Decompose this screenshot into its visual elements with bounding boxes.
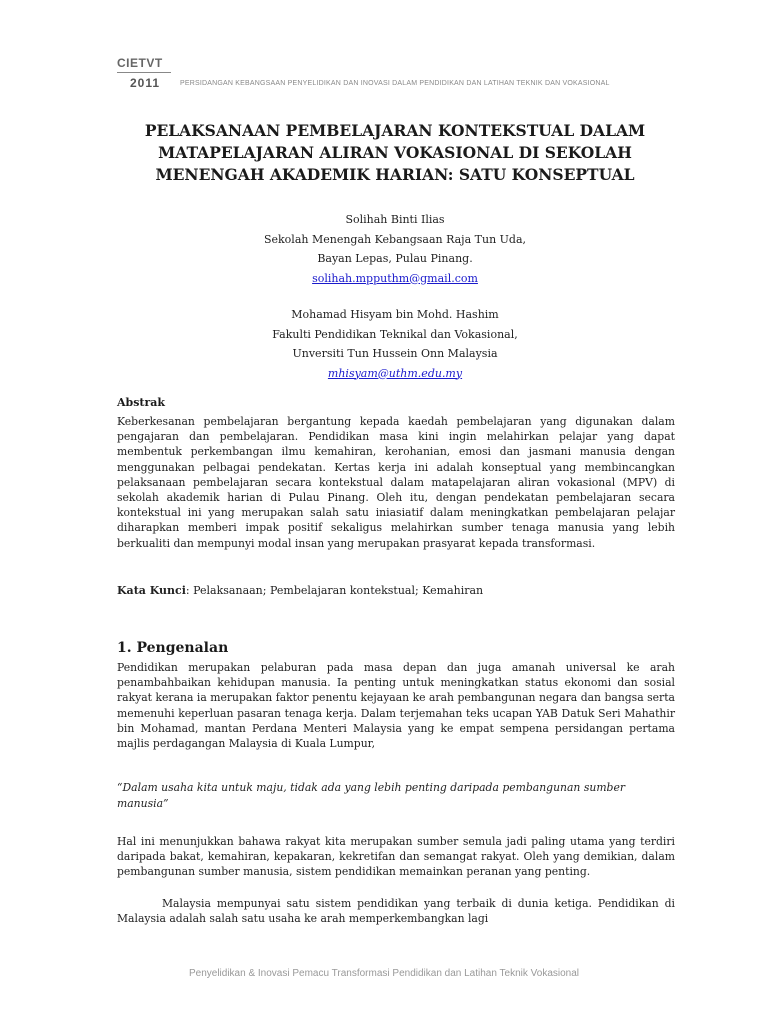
- keywords: [117, 583, 675, 598]
- header-conference-name: PERSIDANGAN KEBANGSAAN PENYELIDIKAN DAN INOVASI DALAM PENDIDIKAN DAN LATIHAN TEKNIK DAN VOKASIONAL: [180, 80, 610, 87]
- intro-paragraph-2: Hal ini menunjukkan bahawa rakyat kita merupakan sumber semula jadi paling utama yang terdiri daripada bakat, kemahiran, kepakaran, kekretifan dan semangat rakyat. Oleh yang demikian, dalam pembangunan sumber manusia, sistem pendidikan memainkan peranan yang penting.: [117, 835, 675, 879]
- author1-name: Solihah Binti Ilias: [345, 213, 445, 226]
- author1-location: Bayan Lepas, Pulau Pinang.: [317, 252, 473, 265]
- header-divider: [117, 72, 171, 73]
- author1-affiliation: Sekolah Menengah Kebangsaan Raja Tun Uda,: [263, 232, 527, 246]
- author2-university: Unversiti Tun Hussein Onn Malaysia: [292, 347, 498, 360]
- title-line: PELAKSANAAN PEMBELAJARAN KONTEKSTUAL DALAM: [144, 121, 646, 140]
- author2-email-link[interactable]: mhisyam@uthm.edu.my: [327, 366, 463, 380]
- keywords-text: : Pelaksanaan; Pembelajaran kontekstual; Kemahiran: [185, 584, 484, 597]
- header-abbreviation: CIETVT: [117, 56, 163, 70]
- author2-affiliation: Fakulti Pendidikan Teknikal dan Vokasional,: [272, 327, 518, 341]
- paper-title: [100, 120, 690, 186]
- abstract-heading: Abstrak: [117, 396, 166, 409]
- title-line: MENENGAH AKADEMIK HARIAN: SATU KONSEPTUAL: [155, 165, 635, 184]
- keywords-label: Kata Kunci: [117, 584, 186, 597]
- author2-name: Mohamad Hisyam bin Mohd. Hashim: [291, 308, 499, 321]
- intro-paragraph-3: Malaysia mempunyai satu sistem pendidikan yang terbaik di dunia ketiga. Pendidikan di Malaysia adalah salah satu usaha ke arah memperkembangkan lagi: [117, 897, 675, 926]
- quote: “Dalam usaha kita untuk maju, tidak ada yang lebih penting daripada pembangunan sumber manusia”: [117, 781, 626, 810]
- author1-email-link[interactable]: solihah.mpputhm@gmail.com: [312, 271, 478, 285]
- intro-paragraph-1: Pendidikan merupakan pelaburan pada masa depan dan juga amanah universal ke arah penambahbaikan kehidupan manusia. Ia penting untuk meningkatkan status ekonomi dan sosial rakyat kerana ia merupakan faktor penentu kejayaan ke arah pembangunan negara dan bangsa serta memenuhi keperluan pasaran tenaga kerja. Dalam terjemahan teks ucapan YAB Datuk Seri Mahathir bin Mohamad, mantan Perdana Menteri Malaysia yang ke empat sempena persidangan pertama majlis perdagangan Malaysia di Kuala Lumpur,: [117, 661, 675, 751]
- abstract-text: Keberkesanan pembelajaran bergantung kepada kaedah pembelajaran yang digunakan dalam pengajaran dan pembelajaran. Pendidikan masa kini ingin melahirkan pelajar yang dapat membentuk perkembangan ilmu kemahiran, kerohanian, emosi dan jasmani manusia dengan menggunakan pelbagai pendekatan. Kertas kerja ini adalah konseptual yang membincangkan pelaksanaan pembelajaran secara kontekstual dalam matapelajaran aliran vokasional (MPV) di sekolah akademik harian di Pulau Pinang. Oleh itu, dengan pendekatan pembelajaran secara kontekstual ini yang merupakan salah satu iniasiatif dalam meningkatkan pembelajaran pelajar diharapkan memberi impak positif sekaligus melahirkan sumber tenaga manusia yang lebih berkualiti dan mempunyi modal insan yang merupakan prasyarat kepada transformasi.: [117, 415, 675, 550]
- page-footer: Penyelidikan & Inovasi Pemacu Transformasi Pendidikan dan Latihan Teknik Vokasional: [188, 968, 580, 979]
- title-line: MATAPELAJARAN ALIRAN VOKASIONAL DI SEKOLAH: [158, 143, 632, 162]
- author-block: [100, 210, 690, 383]
- header-year: 2011: [130, 76, 161, 90]
- section-heading: 1. Pengenalan: [117, 640, 229, 656]
